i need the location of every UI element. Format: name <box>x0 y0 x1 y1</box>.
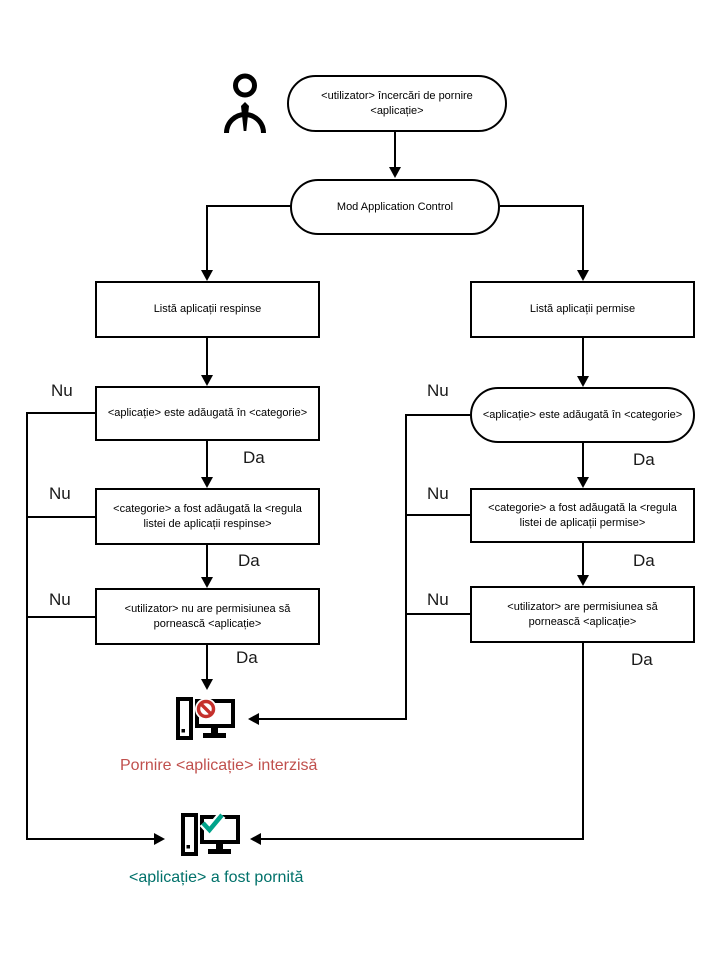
prohibition-icon <box>199 702 214 717</box>
connector-denied-permission-blocked <box>206 645 208 679</box>
node-start: <utilizator> încercări de pornire <aplicație> <box>287 75 507 132</box>
connector-start-mode <box>394 132 396 168</box>
node-allowed-permission: <utilizator> are permisiunea să pornească <aplicație> <box>470 586 695 643</box>
label-no-allowed-rule: Nu <box>427 484 449 503</box>
label-yes-allowed-category: Da <box>633 450 655 469</box>
connector-allowed-category-rule <box>582 443 584 477</box>
stub-no-allowed-category <box>406 414 470 416</box>
stub-no-denied-permission <box>26 616 95 618</box>
arrow-into-allowed-rule <box>577 477 589 488</box>
label-no-denied-category: Nu <box>51 381 73 400</box>
node-denied-rule: <categorie> a fost adăugată la <regula listei de aplicații respinse> <box>95 488 320 545</box>
blocked-result-text: Pornire <aplicație> interzisă <box>120 757 318 774</box>
label-yes-denied-rule: Da <box>238 551 260 570</box>
node-allowed-rule: <categorie> a fost adăugată la <regula listei de aplicații permise> <box>470 488 695 543</box>
connector-mode-allowed-v <box>582 205 584 270</box>
computer-started-icon <box>181 813 241 858</box>
arrow-into-mode <box>389 167 401 178</box>
stub-no-denied-rule <box>26 516 95 518</box>
node-allowed-list: Listă aplicații permise <box>470 281 695 338</box>
arrow-into-allowed-permission <box>577 575 589 586</box>
connector-mode-denied-v <box>206 205 208 270</box>
node-application-control-mode: Mod Application Control <box>290 179 500 235</box>
label-yes-allowed-rule: Da <box>633 551 655 570</box>
connector-denied-category-rule <box>206 441 208 477</box>
node-denied-list: Listă aplicații respinse <box>95 281 320 338</box>
stub-no-denied-category <box>26 412 95 414</box>
arrow-into-blocked-right <box>248 713 259 725</box>
started-result-text: <aplicație> a fost pornită <box>129 869 304 886</box>
connector-allowed-list-category <box>582 338 584 376</box>
label-yes-denied-category: Da <box>243 448 265 467</box>
connector-allowed-rule-permission <box>582 543 584 575</box>
user-icon <box>223 72 267 134</box>
arrow-into-allowed-list <box>577 270 589 281</box>
arrow-into-started-right <box>250 833 261 845</box>
connector-mode-allowed-h <box>500 205 583 207</box>
node-denied-category: <aplicație> este adăugată în <categorie> <box>95 386 320 441</box>
computer-blocked-icon <box>176 697 236 742</box>
label-no-denied-rule: Nu <box>49 484 71 503</box>
label-no-allowed-category: Nu <box>427 381 449 400</box>
arrow-into-denied-rule <box>201 477 213 488</box>
rail-left-no <box>26 412 28 840</box>
label-yes-denied-permission: Da <box>236 648 258 667</box>
arrow-into-started-left <box>154 833 165 845</box>
node-allowed-category: <aplicație> este adăugată în <categorie> <box>470 387 695 443</box>
connector-mode-denied-h <box>207 205 291 207</box>
label-no-allowed-permission: Nu <box>427 590 449 609</box>
connector-into-blocked <box>259 718 407 720</box>
connector-into-started-left <box>26 838 155 840</box>
connector-into-started-right <box>261 838 583 840</box>
rail-right-yes <box>582 643 584 840</box>
arrow-into-denied-category <box>201 375 213 386</box>
stub-no-allowed-permission <box>406 613 470 615</box>
node-denied-permission: <utilizator> nu are permisiunea să pornească <aplicație> <box>95 588 320 645</box>
stub-no-allowed-rule <box>406 514 470 516</box>
arrow-into-allowed-category <box>577 376 589 387</box>
label-no-denied-permission: Nu <box>49 590 71 609</box>
arrow-into-blocked-top <box>201 679 213 690</box>
arrow-into-denied-permission <box>201 577 213 588</box>
connector-denied-rule-permission <box>206 545 208 577</box>
arrow-into-denied-list <box>201 270 213 281</box>
connector-denied-list-category <box>206 338 208 375</box>
rail-right-no <box>405 414 407 720</box>
label-yes-allowed-permission: Da <box>631 650 653 669</box>
